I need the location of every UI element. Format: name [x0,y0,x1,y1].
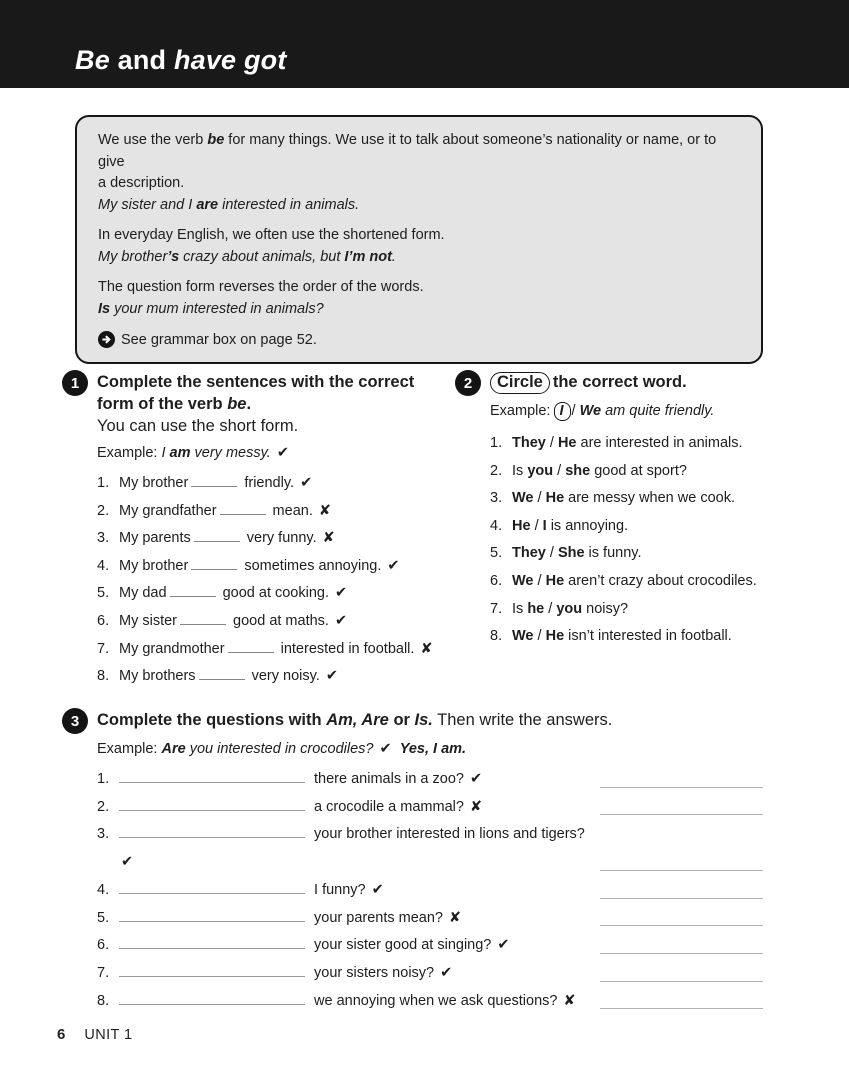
cross-mark-icon: ✘ [420,640,433,657]
exercise-3-title: Complete the questions with Am, Are or Is. Then write the answers. [97,711,613,729]
item-number: 8. [97,668,110,685]
see-grammar-note [98,331,741,348]
exercise-item [97,580,454,608]
item-text: My brother friendly. ✔ [119,475,313,491]
exercise-item [490,458,849,486]
item-number: 3. [97,530,110,547]
fill-in-blank[interactable] [119,836,305,838]
check-mark-icon: ✔ [497,937,510,954]
item-number: 2. [97,798,110,815]
check-mark-icon: ✔ [334,612,348,629]
grammar-paragraph: In everyday English, we often use the shortened form. [98,227,445,243]
cross-mark-icon: ✘ [322,530,335,547]
check-mark-icon: ✔ [371,881,384,898]
fill-in-blank[interactable] [191,485,237,487]
item-text: a crocodile a mammal? ✘ [119,794,600,822]
exercise-item [97,498,454,526]
grammar-paragraph: The question form reverses the order of the words. [98,279,424,295]
item-text: there animals in a zoo? ✔ [119,766,600,794]
grammar-paragraph: We use the verb be for many things. We use it to talk about someone’s nationality or name, or to give a description. [98,132,717,191]
grammar-paragraph: Is your mum interested in animals? [98,300,324,317]
page-title: Be and have got [75,45,287,75]
cross-mark-icon: ✘ [469,798,483,815]
exercise-item [97,553,454,581]
exercise-item [97,636,454,664]
exercise-item [490,540,849,568]
item-text: They / He are interested in animals. [512,435,743,451]
item-number: 5. [490,545,503,562]
fill-in-blank[interactable] [119,920,305,922]
exercise-2-section [455,371,849,651]
check-mark-icon: ✔ [121,854,134,871]
exercise-3-example: Example: Are you interested in crocodiles? ✔ Yes, I am. [97,741,467,757]
item-number: 4. [97,557,110,574]
fill-in-blank[interactable] [199,678,245,680]
exercise-item [490,513,849,541]
exercise-3-items [97,766,763,1015]
item-number: 1. [97,475,110,491]
answer-line[interactable] [600,953,763,954]
exercise-item [97,960,763,988]
exercise-2-items [490,430,849,651]
item-number: 3. [97,826,110,843]
item-number: 8. [97,992,110,1009]
fill-in-blank[interactable] [119,809,305,811]
item-text: your brother interested in lions and tigers? ✔ [121,826,585,871]
item-text: your parents mean? ✘ [119,905,600,933]
item-text: My brother sometimes annoying. ✔ [119,557,400,574]
exercise-item [490,485,849,513]
item-number: 2. [490,462,503,479]
exercise-1-subtitle: You can use the short form. [97,417,299,435]
check-mark-icon: ✔ [300,475,313,491]
exercise-item [490,596,849,624]
item-number: 7. [97,640,110,657]
check-mark-icon: ✔ [387,557,400,574]
exercise-item [97,877,763,905]
check-mark-icon: ✔ [325,668,338,685]
exercise-1-title: Complete the sentences with the correct form of the verb be. [97,373,415,413]
item-number: 4. [97,881,110,898]
item-number: 2. [97,502,110,519]
item-text: we annoying when we ask questions? ✘ [119,988,600,1016]
exercise-item [490,430,849,458]
item-text: Is he / you noisy? [512,600,629,617]
check-mark-icon: ✔ [276,445,289,461]
see-grammar-note-text: See grammar box on page 52. [121,331,317,348]
answer-line[interactable] [600,814,763,815]
fill-in-blank[interactable] [180,623,226,625]
fill-in-blank[interactable] [194,540,240,542]
item-text: We / He aren’t crazy about crocodiles. [512,572,757,589]
exercise-2-title: Circle the correct word. [490,371,687,394]
item-text: He / I is annoying. [512,517,629,534]
exercise-2-number-badge: 2 [455,370,481,396]
exercise-item [97,794,763,822]
item-text: My parents very funny. ✘ [119,530,335,547]
cross-mark-icon: ✘ [318,502,332,519]
item-text: My grandmother interested in football. ✘ [119,640,433,657]
item-text: your sisters noisy? ✔ [119,960,600,988]
item-text: I funny? ✔ [119,877,600,905]
item-text: My grandfather mean. ✘ [119,502,332,519]
exercise-1-section [62,371,454,691]
item-text: My brothers very noisy. ✔ [119,668,338,685]
item-number: 7. [490,600,503,617]
item-text: We / He are messy when we cook. [512,490,735,507]
fill-in-blank[interactable] [170,595,216,597]
exercise-item [97,905,763,933]
exercise-2-example: Example: I / We am quite friendly. [490,403,715,419]
item-number: 6. [97,937,110,954]
exercise-1-example: Example: I am very messy. ✔ [97,445,289,461]
grammar-box [75,115,763,364]
fill-in-blank[interactable] [191,568,237,570]
item-text: We / He isn’t interested in football. [512,628,732,645]
item-number: 5. [97,585,110,602]
item-number: 6. [97,612,110,629]
item-number: 8. [490,628,503,645]
answer-line[interactable] [600,981,763,982]
item-number: 5. [97,909,110,926]
grammar-paragraph: My brother’s crazy about animals, but I’m not. [98,248,396,265]
page-footer [57,1026,132,1043]
item-number: 4. [490,517,503,534]
exercise-item [490,623,849,651]
item-number: 1. [97,771,110,787]
fill-in-blank[interactable] [119,781,305,783]
footer-page-number: 6 [57,1026,66,1043]
exercise-item [490,568,849,596]
fill-in-blank[interactable] [119,892,305,894]
footer-unit-label: UNIT 1 [84,1027,133,1043]
check-mark-icon: ✔ [335,585,348,602]
answer-line[interactable] [600,870,763,871]
exercise-1-number-badge: 1 [62,370,88,396]
item-text: your sister good at singing? ✔ [119,932,600,960]
answer-line[interactable] [600,925,763,926]
check-mark-icon: ✔ [469,771,483,787]
exercise-item [97,932,763,960]
cross-mark-icon: ✘ [563,992,576,1009]
exercise-item [97,663,454,691]
fill-in-blank[interactable] [119,975,305,977]
exercise-3-section [62,709,763,1015]
item-number: 1. [490,435,503,451]
item-text: Is you / she good at sport? [512,462,687,479]
item-text: My sister good at maths. ✔ [119,612,348,629]
item-text: They / She is funny. [512,545,642,562]
exercise-3-number-badge: 3 [62,708,88,734]
exercise-item [97,766,763,794]
fill-in-blank[interactable] [119,947,305,949]
cross-mark-icon: ✘ [449,909,462,926]
exercise-item [97,988,763,1016]
exercise-item [97,821,763,876]
answer-line[interactable] [600,898,763,899]
exercise-1-items [97,470,454,691]
arrow-right-icon [98,331,115,348]
item-number: 7. [97,964,110,981]
fill-in-blank[interactable] [220,513,266,515]
check-mark-icon: ✔ [379,741,392,757]
grammar-paragraph: My sister and I are interested in animals. [98,196,360,213]
exercise-item [97,470,454,498]
exercise-item [97,525,454,553]
fill-in-blank[interactable] [228,651,274,653]
grammar-paragraphs [98,130,741,320]
answer-line[interactable] [600,1008,763,1009]
exercise-item [97,608,454,636]
answer-line[interactable] [600,787,763,788]
page-title-bar [0,0,849,88]
check-mark-icon: ✔ [440,964,453,981]
item-number: 6. [490,572,503,589]
fill-in-blank[interactable] [119,1003,305,1005]
item-number: 3. [490,490,503,507]
item-text: My dad good at cooking. ✔ [119,585,348,602]
